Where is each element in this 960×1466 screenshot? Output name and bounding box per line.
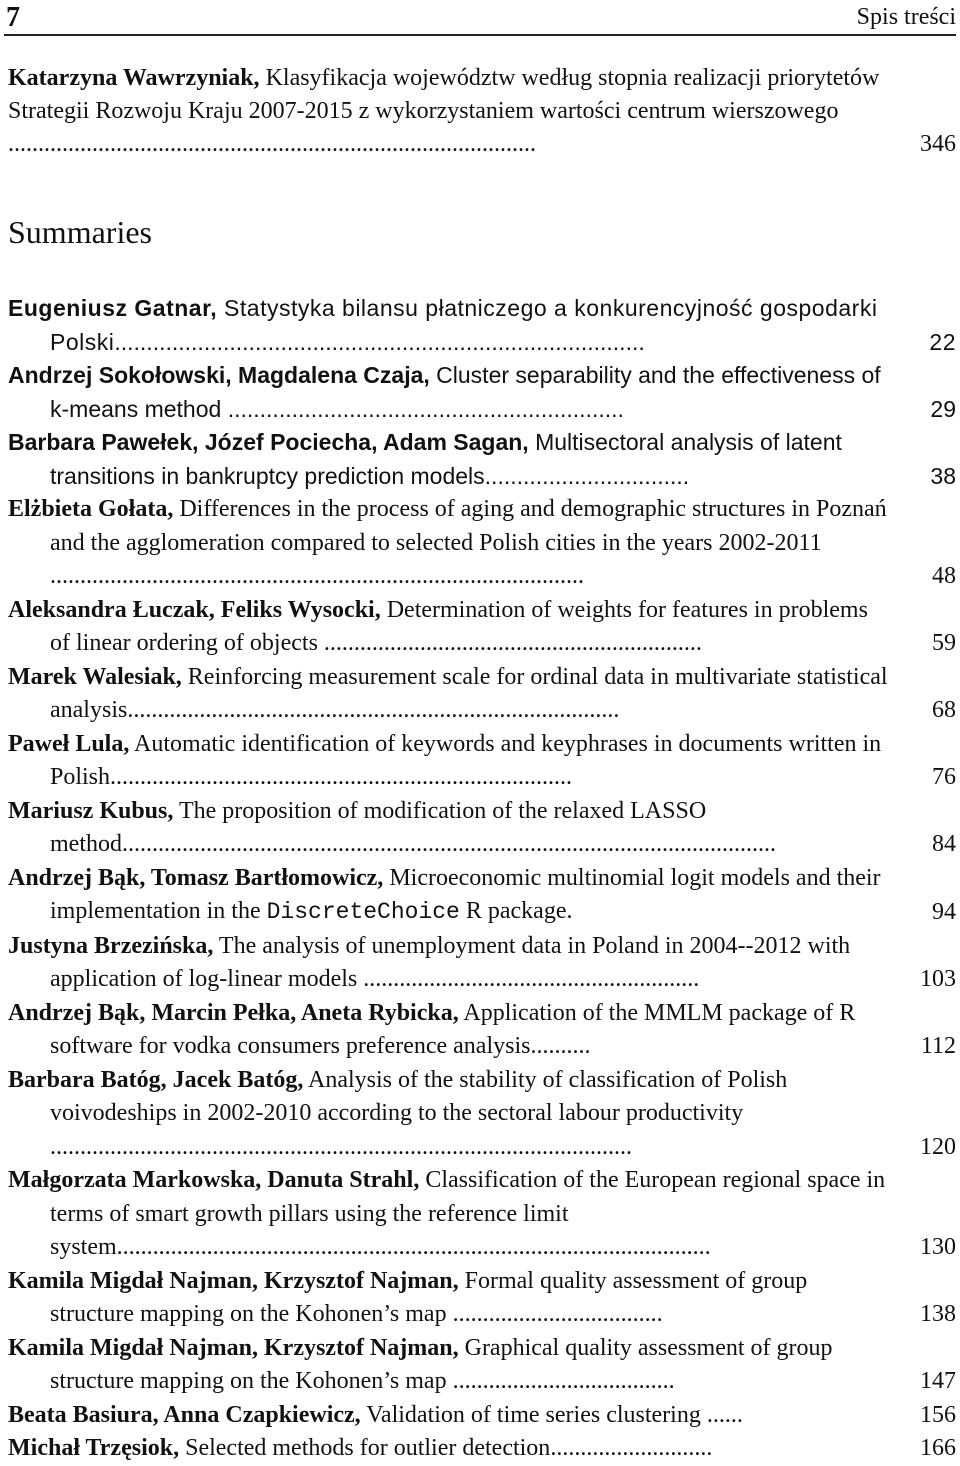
toc-entry (8, 728, 956, 795)
entry-title: Application of the MMLM package of R software for vodka consumers preference analysis (50, 999, 856, 1059)
toc-entry (8, 795, 956, 862)
entry-leader-dots: ...... (700, 1401, 743, 1428)
running-title: Spis treści (856, 4, 956, 30)
entry-title: Reinforcing measurement scale for ordinal data in multivariate statistical analysis (50, 663, 888, 723)
toc-entry (8, 1265, 956, 1332)
entry-authors: Beata Basiura, Anna Czapkiewicz, (8, 1401, 361, 1428)
toc-entry (8, 1432, 956, 1466)
toc-entry (8, 359, 956, 426)
entry-page-number: 94 (932, 899, 956, 925)
entry-authors: Paweł Lula, (8, 730, 130, 757)
entry-title: Differences in the process of aging and demographic structures in Poznań and the agglomeration compared to selected Polish cities in the years 2002-2011 (50, 496, 887, 556)
entry-title: Statystyka bilansu płatniczego a konkurencyjność gospodarki Polski (50, 295, 878, 355)
entry-leader-dots: ................................... (446, 1301, 663, 1327)
entry-authors: Barbara Pawełek, Józef Pociecha, Adam Sagan, (8, 429, 529, 455)
entry-authors: Andrzej Bąk, Tomasz Bartłomowicz, (8, 864, 384, 891)
entry-leader-dots: ................................................................................................. (50, 1133, 632, 1160)
entry-leader-dots: ............................................................................................................. (122, 831, 776, 857)
toc-entry (8, 997, 956, 1064)
toc-list (0, 292, 956, 1466)
entry-leader-dots: ..................................... (446, 1368, 675, 1394)
entry-title: Analysis of the stability of classification of Polish voivodeships in 2002-2010 according to the sectoral labour productivity (50, 1066, 788, 1126)
entry-code-name: DiscreteChoice (266, 899, 460, 925)
entry-leader-dots: ................................................................................... (114, 328, 645, 355)
entry-authors: Elżbieta Gołata, (8, 496, 174, 522)
entry-page-number: 112 (920, 1033, 956, 1059)
section-title: Summaries (8, 214, 152, 250)
entry-authors: Justyna Brzezińska, (8, 932, 214, 959)
toc-entry (8, 862, 956, 930)
entry-title: The proposition of modification of the relaxed LASSO method (50, 797, 707, 857)
entry-authors: Kamila Migdał Najman, Krzysztof Najman, (8, 1334, 459, 1361)
entry-authors: Kamila Migdał Najman, Krzysztof Najman, (8, 1267, 459, 1294)
entry-title: Selected methods for outlier detection (179, 1435, 551, 1461)
entry-leader-dots: ........................... (550, 1435, 713, 1461)
entry-leader-dots: ................................ (484, 462, 690, 489)
entry-leader-dots: ........................................................................................ (8, 131, 536, 157)
entry-page-number: 84 (932, 831, 956, 857)
toc-entry (8, 426, 956, 493)
entry-authors: Michał Trzęsiok, (8, 1435, 180, 1461)
entry-authors: Andrzej Sokołowski, Magdalena Czaja, (8, 362, 430, 388)
entry-title: Cluster separability and the effectiveness of k-means method (50, 362, 881, 422)
entry-leader-dots: ............................................................................. (110, 764, 573, 790)
entry-leader-dots: ............................................................... (317, 630, 702, 656)
entry-page-number: 120 (920, 1133, 956, 1160)
entry-page-number: 29 (930, 395, 956, 422)
entry-page-number: 22 (929, 328, 956, 355)
entry-page-number: 166 (920, 1435, 956, 1461)
entry-leader-dots: ......................................................................................... (50, 563, 584, 589)
entry-authors: Andrzej Bąk, Marcin Pełka, Aneta Rybicka, (8, 999, 459, 1026)
entry-authors: Małgorzata Markowska, Danuta Strahl, (8, 1167, 420, 1193)
entry-leader-dots: .................................................................................. (127, 697, 620, 723)
toc-entry (8, 493, 956, 594)
entry-title: Determination of weights for features in problems of linear ordering of objects (50, 596, 868, 656)
toc-entry (8, 661, 956, 728)
toc-entry (8, 1164, 956, 1265)
entry-title: Formal quality assessment of group structure mapping on the Kohonen’s map (50, 1267, 808, 1327)
toc-entry (8, 62, 956, 161)
entry-authors: Katarzyna Wawrzyniak, (8, 65, 260, 91)
entry-page-number: 346 (920, 131, 956, 157)
entry-title-end: R package (459, 898, 567, 924)
entry-page-number: 76 (932, 764, 956, 790)
entry-page-number: 103 (920, 966, 956, 992)
entry-title: Klasyfikacja województw według stopnia realizacji priorytetów Strategii Rozwoju Kraju 2007-2015 z wykorzystaniem wartości centrum wierszowego (8, 65, 880, 124)
running-header (4, 0, 956, 36)
entry-title: Microeconomic multinomial logit models and their implementation in the (50, 864, 881, 924)
entry-title: Graphical quality assessment of group structure mapping on the Kohonen’s map (50, 1334, 833, 1394)
entry-leader-dots: .......... (530, 1033, 591, 1059)
entry-title: The analysis of unemployment data in Poland in 2004--2012 with application of log-linear models (50, 932, 851, 992)
toc-entry (8, 292, 956, 359)
entry-leader-dots: ........................................................ (357, 966, 700, 992)
entry-page-number: 38 (930, 462, 956, 489)
entry-page-number: 138 (920, 1301, 956, 1327)
entry-page-number: 68 (932, 697, 956, 723)
toc-entry (8, 1332, 956, 1399)
toc-first-entry-block (0, 62, 956, 161)
entry-authors: Barbara Batóg, Jacek Batóg, (8, 1066, 304, 1093)
toc-entry (8, 594, 956, 661)
toc-entry (8, 1064, 956, 1165)
entry-page-number: 59 (932, 630, 956, 656)
entry-page-number: 130 (920, 1234, 956, 1260)
entry-title: Automatic identification of keywords and keyphrases in documents written in Polish (50, 730, 882, 790)
toc-entry (8, 930, 956, 997)
toc-entry (8, 1399, 956, 1433)
entry-authors: Aleksandra Łuczak, Feliks Wysocki, (8, 596, 381, 623)
entry-authors: Mariusz Kubus, (8, 797, 174, 824)
entry-leader-dots: .............................................................. (221, 395, 624, 422)
entry-leader-dots: . (566, 898, 573, 924)
entry-title: Validation of time series clustering (360, 1401, 701, 1428)
entry-authors: Eugeniusz Gatnar, (8, 295, 218, 321)
entry-title: Multisectoral analysis of latent transitions in bankruptcy prediction models (50, 429, 842, 489)
page-number: 7 (6, 2, 20, 33)
entry-authors: Marek Walesiak, (8, 663, 182, 690)
entry-page-number: 147 (920, 1368, 956, 1394)
entry-page-number: 156 (920, 1401, 956, 1428)
entry-leader-dots: ................................................................................................... (116, 1234, 711, 1260)
entry-page-number: 48 (932, 563, 956, 589)
entry-title: Classification of the European regional space in terms of smart growth pillars using the reference limit system (50, 1167, 886, 1260)
